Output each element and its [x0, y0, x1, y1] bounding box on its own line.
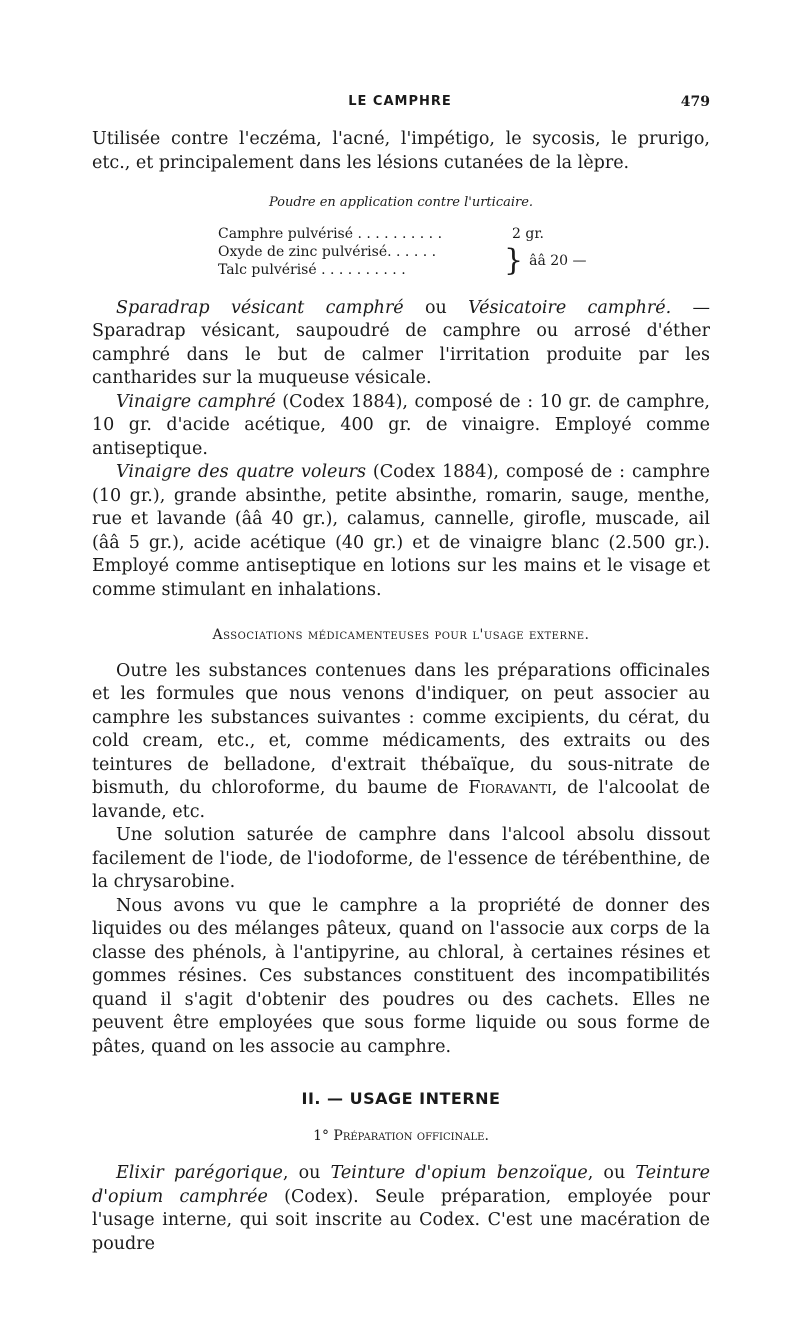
term-vesicatoire: Vésicatoire camphré. — [468, 297, 672, 318]
paragraph-outre — [92, 660, 710, 825]
formula-brace-group — [218, 243, 698, 279]
brace-ingredients — [218, 243, 498, 279]
term-sparadrap: Sparadrap vésicant camphré — [116, 297, 404, 318]
page-body — [92, 128, 710, 1256]
ingredient-name: Oxyde de zinc pulvérisé. . . . . . — [218, 243, 437, 260]
subsection-heading-preparation: 1° Préparation officinale. — [313, 1127, 489, 1144]
term-elixir: Elixir parégorique — [116, 1163, 283, 1183]
ingredient-quantity: 2 gr. — [512, 225, 544, 242]
term-vinaigre-voleurs: Vinaigre des quatre voleurs — [116, 462, 367, 482]
connector-text: , ou — [587, 1163, 636, 1183]
paragraph-incompatibilites: Nous avons vu que le camphre a la propriété de donner des liquides ou des mélanges pâteux, quand on l'associe aux corps de la classe des phénols, à l'antipyrine, au chloral, à certaines résines et gommes résines. Ces substances constituent des incompatibilités quand il s'agit d'obtenir des poudres ou des cachets. Elles ne peuvent être employées que sous forme liquide ou sous forme de pâtes, quand on les associe au camphre. — [92, 895, 710, 1057]
paragraph-usage-lesions: Utilisée contre l'eczéma, l'acné, l'impétigo, le sycosis, le prurigo, etc., et principalement dans les lésions cutanées de la lèpre. — [92, 129, 710, 173]
connector-text: ou — [403, 297, 469, 318]
term-vinaigre-camphre: Vinaigre camphré — [116, 391, 276, 412]
formula-row-camphre — [218, 225, 698, 243]
paragraph-text: (Codex 1884), composé de : 10 gr. de camphre, 10 gr. d'acide acétique, 400 gr. de vinaigre. Employé comme antiseptique. — [92, 391, 710, 459]
running-title: LE CAMPHRE — [348, 94, 452, 109]
page-number: 479 — [680, 94, 710, 110]
brace-symbol: } — [504, 242, 524, 278]
paragraph-vinaigre-voleurs — [92, 461, 710, 602]
formula-title: Poudre en application contre l'urticaire. — [268, 195, 534, 210]
ingredient-name: Camphre pulvérisé . . . . . . . . . . — [218, 225, 443, 242]
formula-block — [218, 225, 698, 279]
paragraph-vinaigre-camphre — [92, 391, 710, 462]
term-teinture-benzoique: Teinture d'opium benzoïque — [330, 1163, 588, 1183]
section-heading-usage-interne: II. — USAGE INTERNE — [301, 1089, 501, 1108]
paragraph-text: — Sparadrap vésicant, saupoudré de camphre ou arrosé d'éther camphré dans le but de calmer l'irritation produite par les cantharides sur la muqueuse vésicale. — [92, 297, 710, 388]
paragraph-text: , de l'alcoolat de lavande, etc. — [92, 778, 710, 822]
person-name: Fioravanti — [468, 778, 552, 798]
connector-text: , ou — [282, 1163, 331, 1183]
section-heading-associations: Associations médicamenteuses pour l'usage externe. — [212, 627, 590, 643]
paragraph-text: (Codex 1884), composé de : camphre (10 gr.), grande absinthe, petite absinthe, romarin, sauge, menthe, rue et lavande (ââ 40 gr.), calamus, cannelle, girofle, muscade, ail (ââ 5 gr.), acide acétique (40 gr.) et de vinaigre blanc (2.500 gr.). Employé comme antiseptique en lotions sur les mains et le visage et comme stimulant en inhalations. — [92, 462, 710, 600]
paragraph-sparadrap — [92, 297, 710, 391]
paragraph-solution: Une solution saturée de camphre dans l'alcool absolu dissout facilement de l'iode, de l'iodoforme, de l'essence de térébenthine, de la chrysarobine. — [92, 825, 710, 892]
term-teinture-camphree: Teinture d'opium camphrée — [92, 1163, 710, 1207]
ingredient-quantity: ââ 20 — — [529, 252, 587, 269]
running-header — [0, 94, 800, 118]
paragraph-elixir — [92, 1162, 710, 1256]
ingredient-name: Talc pulvérisé . . . . . . . . . . — [218, 261, 406, 278]
paragraph-text: Outre les substances contenues dans les préparations officinales et les formules que nous venons d'indiquer, on peut associer au camphre les substances suivantes : comme excipients, du cérat, du cold cream, etc., et, comme médicaments, des extraits ou des teintures de belladone, d'extrait thébaïque, du sous-nitrate de bismuth, du chloroforme, du baume de — [92, 660, 710, 798]
paragraph-text: (Codex). Seule préparation, employée pour l'usage interne, qui soit inscrite au Codex. C'est une macération de poudre — [92, 1186, 711, 1254]
